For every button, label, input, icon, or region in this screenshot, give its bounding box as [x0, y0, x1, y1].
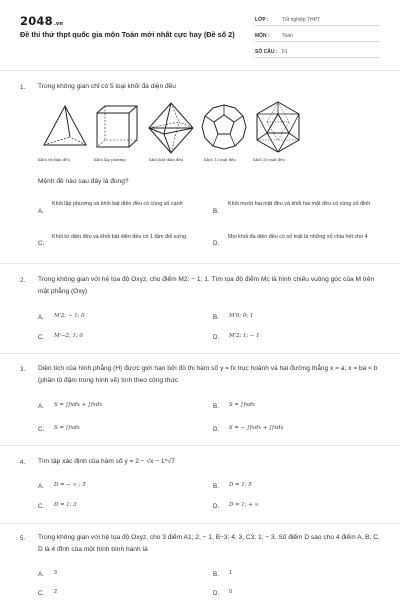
question-text: Trong không gian với hệ tọa độ Oxyz, cho điểm M2; − 1; 1. Tìm tọa độ điểm Mᴄ là hình chiếu vuông góc của M trên mặt phẳng (Oxy): [38, 276, 375, 295]
figure-caption: Khối 12 mặt đều: [204, 157, 236, 162]
question-number: 5.: [20, 535, 26, 542]
page-title: Đề thi thử thpt quốc gia môn Toán mới nhất cực hay (Đề số 2): [20, 30, 235, 39]
option-text: Khối tứ diện đều và khối bát diện đều có 1 tâm đối xứng: [52, 234, 186, 240]
site-logo[interactable]: [20, 14, 63, 28]
question-text: Trong không gian với hệ tọa độ Oxyz, cho 3 điểm A1; 2; − 1, B−3; 4; 3, C3; 1; − 3. Số điểm D sao cho 4 điểm A, B, C, D là 4 đỉnh của một hình bình hành là: [38, 534, 380, 553]
option-text: 0: [229, 589, 232, 595]
page-header: [0, 0, 400, 70]
question-number: 1.: [20, 84, 26, 91]
option-label: C.: [38, 334, 45, 341]
question-prompt: Mệnh đề nào sau đây là đúng?: [38, 178, 129, 185]
meta-class: [255, 14, 380, 26]
option-label: D.: [213, 240, 220, 247]
cube-figure: [93, 103, 141, 158]
question-divider: [0, 263, 400, 264]
option-text: M'2; 1; − 1: [229, 333, 260, 339]
option-label: C.: [38, 426, 45, 433]
figure-caption: Khối 20 mặt đều: [253, 157, 285, 162]
logo-text: 2048: [20, 14, 53, 28]
option-label: D.: [213, 503, 220, 510]
meta-key: MÔN :: [255, 33, 270, 39]
option-text: D = − ∞ ; 5: [54, 482, 86, 488]
option-label: C.: [38, 590, 45, 597]
option-text: M'−2; 1; 0: [54, 333, 83, 339]
option-text: S = ∫fxdx + ∫fxdx: [54, 402, 103, 408]
option-label: B.: [213, 403, 219, 410]
question-number: 3.: [20, 366, 26, 373]
question-text: Tìm tập xác định của hàm số y = 2 − √x − 1^√7: [38, 458, 175, 465]
option-text: S = − ∫fxdx + ∫fxdx: [229, 425, 284, 431]
meta-key: LỚP :: [255, 17, 269, 23]
option-label: D.: [213, 334, 220, 341]
option-text: S = ∫fxdx: [54, 425, 80, 431]
option-text: Khối lập phương và khối bát diện đều có cùng số cạnh: [52, 201, 183, 207]
option-text: 2: [54, 589, 57, 595]
option-text: Mọi khối đa diện đều có số mặt là những số chia hết cho 4: [228, 234, 368, 240]
option-label: B.: [213, 208, 219, 215]
meta-value: Tốt nghiệp THPT: [282, 17, 320, 23]
meta-question-count: [255, 46, 380, 58]
option-label: B.: [213, 571, 219, 578]
question-text: Trong không gian chỉ có 5 loại khối đa diện đều: [38, 83, 176, 90]
tetrahedron-figure: [40, 103, 90, 158]
figure-caption: Khối bát diện đều: [149, 157, 184, 162]
option-text: Khối mười hai mặt đều và khối hai mặt đều có cùng số đỉnh: [228, 201, 371, 207]
option-label: A.: [38, 403, 44, 410]
logo-suffix: .vn: [53, 21, 64, 27]
option-text: D = 1; + ∞: [229, 502, 259, 508]
option-label: A.: [38, 483, 44, 490]
question-divider: [0, 353, 400, 354]
option-text: D = 1; 3: [54, 502, 77, 508]
option-text: D = 1; 5: [229, 482, 252, 488]
meta-subject: [255, 30, 380, 42]
option-label: C.: [38, 503, 45, 510]
option-label: C.: [38, 240, 45, 247]
octahedron-figure: [146, 101, 196, 160]
question-divider: [0, 445, 400, 446]
option-label: D.: [213, 426, 220, 433]
header-divider: [0, 70, 400, 71]
question-divider: [0, 523, 400, 524]
question-text: Diện tích của hình phẳng (H) được giới hạn bởi đồ thị hàm số y = fx trục hoành và hai đường thẳng x = a; x = ba < b (phần tô đậm trong hình vẽ) tính theo công thức: [38, 365, 378, 384]
option-text: S = ∫fxdx: [229, 402, 255, 408]
question-number: 4.: [20, 459, 26, 466]
meta-key: SỐ CÂU :: [255, 49, 278, 55]
option-label: A.: [38, 571, 44, 578]
dodecahedron-figure: [200, 102, 248, 157]
option-label: B.: [213, 483, 219, 490]
question-number: 2.: [20, 277, 26, 284]
option-label: A.: [38, 314, 44, 321]
option-text: M'0; 0; 1: [229, 313, 254, 319]
option-text: 3: [54, 570, 57, 576]
option-label: B.: [213, 314, 219, 321]
figure-caption: Khối lập phương: [94, 157, 126, 162]
option-label: A.: [38, 208, 44, 215]
option-text: M'2; − 1; 0: [54, 313, 85, 319]
option-text: 1: [229, 570, 232, 576]
option-label: D.: [213, 590, 220, 597]
meta-value: 51: [282, 49, 288, 55]
meta-value: Toán: [282, 33, 293, 39]
figure-caption: Khối tứ diện đều: [38, 157, 70, 162]
icosahedron-figure: [252, 100, 304, 159]
